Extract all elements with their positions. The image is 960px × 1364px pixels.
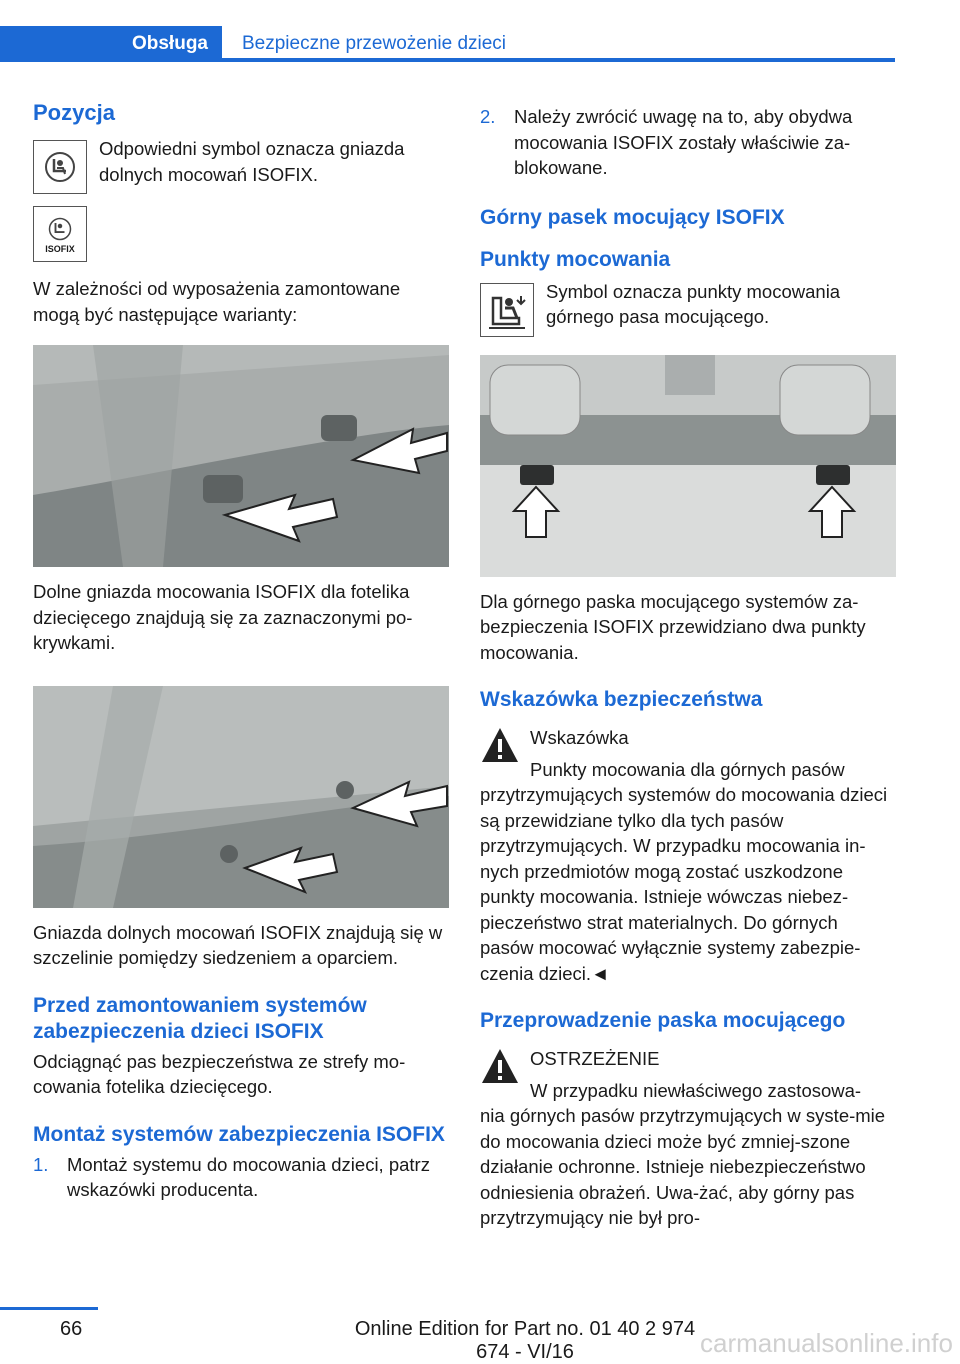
warning-triangle-icon: [480, 725, 520, 765]
tab-bezpieczne-przewozenie[interactable]: Bezpieczne przewożenie dzieci: [222, 26, 895, 62]
heading-anchor-points: Punkty mocowania: [480, 247, 671, 271]
safety-note-text-first-line: Punkty mocowania dla górnych pasów: [530, 758, 845, 780]
list-item: [33, 1152, 449, 1203]
tether-symbol-row: [480, 280, 896, 337]
footer-accent-line: [0, 1307, 98, 1310]
top-tether-symbol-icon: [480, 283, 534, 337]
isofix-symbol-row: [33, 140, 449, 194]
safety-note-block: [480, 725, 896, 782]
isofix-symbol-text: Odpowiedni symbol oznacza gniazda dolnych mocowań ISOFIX.: [99, 138, 405, 185]
edition-label: Online Edition for Part no. 01 40 2 974 674 - VI/16: [354, 1318, 696, 1363]
step-number: 1.: [33, 1153, 49, 1175]
right-column: [480, 100, 896, 1231]
watermark: carmanualsonline.info: [700, 1328, 953, 1358]
warning-block: [480, 1046, 896, 1103]
child-seat-symbol-icon: [33, 140, 87, 194]
safety-note-title: Wskazówka: [530, 727, 629, 748]
heading-routing-strap: Przeprowadzenie paska mocującego: [480, 1009, 846, 1032]
page-number: 66: [60, 1318, 83, 1340]
rear-seat-covers-photo: [33, 345, 449, 567]
variants-text: W zależności od wyposażenia zamontowane mogą być następujące warianty:: [33, 278, 401, 325]
safety-note-text: przytrzymujących systemów do mocowania dzieci są przewidziane tylko dla tych pasów przytrzymujących. W przypadku mocowania in‐nych przedmiotów mogą zostać uszkodzone punkty mocowania. Istnieje wówczas niebez‐pieczeństwo strat materialnych. Do górnych pasów mocować wyłącznie systemy zabezpie‐czenia dzieci.◄: [480, 784, 888, 984]
step-text: Należy zwrócić uwagę na to, aby obydwa mocowania ISOFIX zostały właściwie za‐blokowane.: [514, 106, 853, 178]
heading-pozycja: Pozycja: [33, 100, 115, 125]
rear-seat-gap-photo: [33, 686, 449, 908]
anchor-points-caption: Dla górnego paska mocującego systemów za‐bezpieczenia ISOFIX przewidziano dwa punkty mocowania.: [480, 590, 866, 663]
warning-text-first-line: W przypadku niewłaściwego zastosowa‐: [530, 1079, 862, 1101]
heading-safety-note: Wskazówka bezpieczeństwa: [480, 688, 763, 711]
list-item: [480, 104, 896, 181]
left-column: [33, 100, 449, 1203]
warning-text: nia górnych pasów przytrzymujących w syste‐mie do mocowania dzieci może być zmniej‐szone działanie ochronne. Istnieje niebezpieczeństwo odniesienia obrażeń. Uwa‐żać, aby górny pas przytrzymujący nie był pro‐: [480, 1105, 886, 1228]
heading-top-tether: Górny pasek mocujący ISOFIX: [480, 205, 785, 229]
mounting-steps-list: [33, 1152, 449, 1203]
step-text: Montaż systemu do mocowania dzieci, patrz wskazówki producenta.: [67, 1153, 430, 1200]
step-number: 2.: [480, 106, 496, 127]
warning-title: OSTRZEŻENIE: [530, 1048, 660, 1069]
heading-before-mounting: Przed zamontowaniem systemów zabezpieczenia dzieci ISOFIX: [33, 993, 367, 1043]
rear-shelf-anchor-photo: [480, 355, 896, 577]
warning-triangle-icon: [480, 1046, 520, 1086]
tab-obsluga[interactable]: Obsługa: [0, 26, 222, 62]
caption-gap: Gniazda dolnych mocowań ISOFIX znajdują się w szczelinie pomiędzy siedzeniem a oparciem.: [33, 921, 443, 968]
tether-symbol-text: Symbol oznacza punkty mocowania górnego pasa mocującego.: [546, 280, 841, 327]
caption-covers: Dolne gniazda mocowania ISOFIX dla fotelika dziecięcego znajdują się za zaznaczonymi po‐krywkami.: [33, 581, 413, 653]
isofix-logo-label: ISOFIX: [45, 244, 75, 254]
mounting-steps-list-continued: [480, 104, 896, 181]
isofix-logo-icon: [33, 206, 87, 262]
header-tabbar: [0, 26, 895, 62]
before-mounting-text: Odciągnąć pas bezpieczeństwa ze strefy mo‐cowania fotelika dziecięcego.: [33, 1050, 406, 1097]
heading-mounting: Montaż systemów zabezpieczenia ISOFIX: [33, 1122, 445, 1146]
